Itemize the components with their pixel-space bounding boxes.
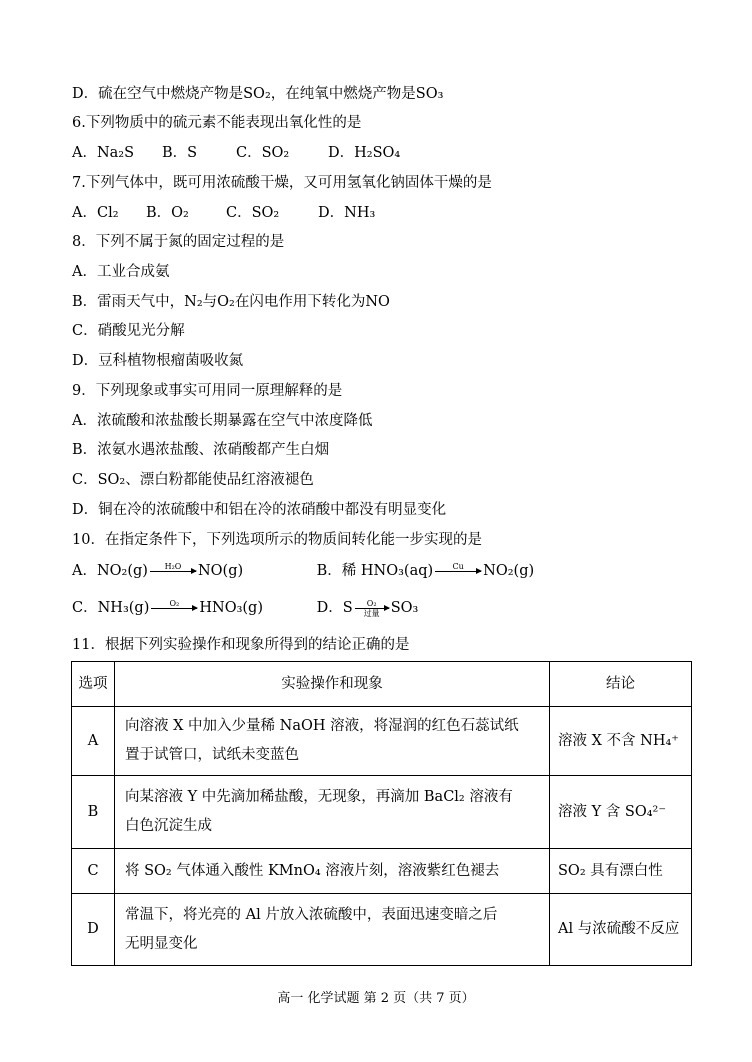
q10-d-reactant: S [342, 600, 353, 616]
reaction-arrow-icon: O₂ 过量 [355, 599, 389, 618]
q6-option-c: C．SO₂ [236, 145, 290, 161]
table-header-row [72, 662, 692, 707]
table-row [72, 849, 692, 894]
row-option: D [72, 894, 115, 966]
table-row [72, 894, 692, 966]
reaction-arrow-icon: Cu [435, 562, 481, 581]
page-footer: 高一 化学试题 第 2 页（共 7 页） [277, 991, 475, 1006]
q9-option-b: B．浓氨水遇浓盐酸、浓硝酸都产生白烟 [72, 442, 330, 458]
row-operation: 向某溶液 Y 中先滴加稀盐酸，无现象，再滴加 BaCl₂ 溶液有 白色沉淀生成 [115, 776, 550, 849]
q8-option-b: B．雷雨天气中，N₂与O₂在闪电作用下转化为NO [72, 294, 390, 310]
header-option: 选项 [72, 662, 115, 707]
row-option: A [72, 707, 115, 776]
reaction-arrow-icon: O₂ [151, 599, 197, 618]
q5-option-d: D．硫在空气中燃烧产物是SO₂，在纯氧中燃烧产物是SO₃ [72, 86, 444, 102]
q10-options-row-2 [72, 598, 418, 618]
row-conclusion: 溶液 Y 含 SO₄²⁻ [550, 776, 692, 849]
question-6: 6.下列物质中的硫元素不能表现出氧化性的是 [72, 115, 362, 131]
q9-option-c: C．SO₂、漂白粉都能使品红溶液褪色 [72, 472, 314, 488]
q9-option-a: A．浓硫酸和浓盐酸长期暴露在空气中浓度降低 [72, 413, 373, 429]
table-row [72, 707, 692, 776]
row-conclusion: Al 与浓硫酸不反应 [550, 894, 692, 966]
q6-option-b: B．S [162, 145, 198, 161]
q10-c-product: HNO₃(g) [199, 600, 263, 616]
q7-options [72, 203, 375, 223]
q10-a-product: NO(g) [197, 563, 244, 579]
row-operation: 向溶液 X 中加入少量稀 NaOH 溶液，将湿润的红色石蕊试纸 置于试管口，试纸未变蓝色 [115, 707, 550, 776]
q10-b-product: NO₂(g) [483, 563, 535, 579]
q10-a-reactant: NO₂(g) [96, 563, 148, 579]
row-operation: 将 SO₂ 气体通入酸性 KMnO₄ 溶液片刻，溶液紫红色褪去 [115, 849, 550, 894]
question-10: 10．在指定条件下，下列选项所示的物质间转化能一步实现的是 [72, 532, 482, 548]
q10-c-reactant: NH₃(g) [97, 600, 150, 616]
q7-option-a: A．Cl₂ [72, 205, 119, 221]
q8-option-d: D．豆科植物根瘤菌吸收氮 [72, 353, 244, 369]
reaction-arrow-icon: H₂O [150, 562, 196, 581]
q10-b-reactant: 稀 HNO₃(aq) [341, 563, 434, 579]
row-operation: 常温下，将光亮的 Al 片放入浓硫酸中，表面迅速变暗之后 无明显变化 [115, 894, 550, 966]
row-option: C [72, 849, 115, 894]
q6-options [72, 143, 400, 163]
row-conclusion: SO₂ 具有漂白性 [550, 849, 692, 894]
q10-d-product: SO₃ [390, 600, 419, 616]
header-operation: 实验操作和现象 [115, 662, 550, 707]
q7-option-b: B．O₂ [146, 205, 189, 221]
q9-option-d: D．铜在冷的浓硫酸中和铝在冷的浓硝酸中都没有明显变化 [72, 502, 447, 518]
q10-options-row-1 [72, 561, 534, 581]
table-row [72, 776, 692, 849]
q6-option-d: D．H₂SO₄ [328, 145, 401, 161]
q10-option-a: A． NO₂(g) H₂O NO(g) [72, 561, 244, 579]
q8-option-c: C．硝酸见光分解 [72, 323, 185, 339]
question-8: 8．下列不属于氮的固定过程的是 [72, 234, 285, 250]
row-conclusion: 溶液 X 不含 NH₄⁺ [550, 707, 692, 776]
question-7: 7.下列气体中，既可用浓硫酸干燥，又可用氢氧化钠固体干燥的是 [72, 175, 492, 191]
question-11: 11．根据下列实验操作和现象所得到的结论正确的是 [72, 637, 410, 653]
row-option: B [72, 776, 115, 849]
q11-table [71, 661, 692, 966]
q10-option-c: C． NH₃(g) O₂ HNO₃(g) [72, 598, 263, 616]
q7-option-d: D．NH₃ [318, 205, 376, 221]
q10-option-b: B． 稀 HNO₃(aq) Cu NO₂(g) [316, 561, 535, 579]
q6-option-a: A．Na₂S [72, 145, 135, 161]
header-conclusion: 结论 [550, 662, 692, 707]
q7-option-c: C．SO₂ [226, 205, 280, 221]
question-9: 9．下列现象或事实可用同一原理解释的是 [72, 383, 343, 399]
q8-option-a: A．工业合成氨 [72, 264, 170, 280]
q10-option-d: D． S O₂ 过量 SO₃ [316, 598, 419, 618]
